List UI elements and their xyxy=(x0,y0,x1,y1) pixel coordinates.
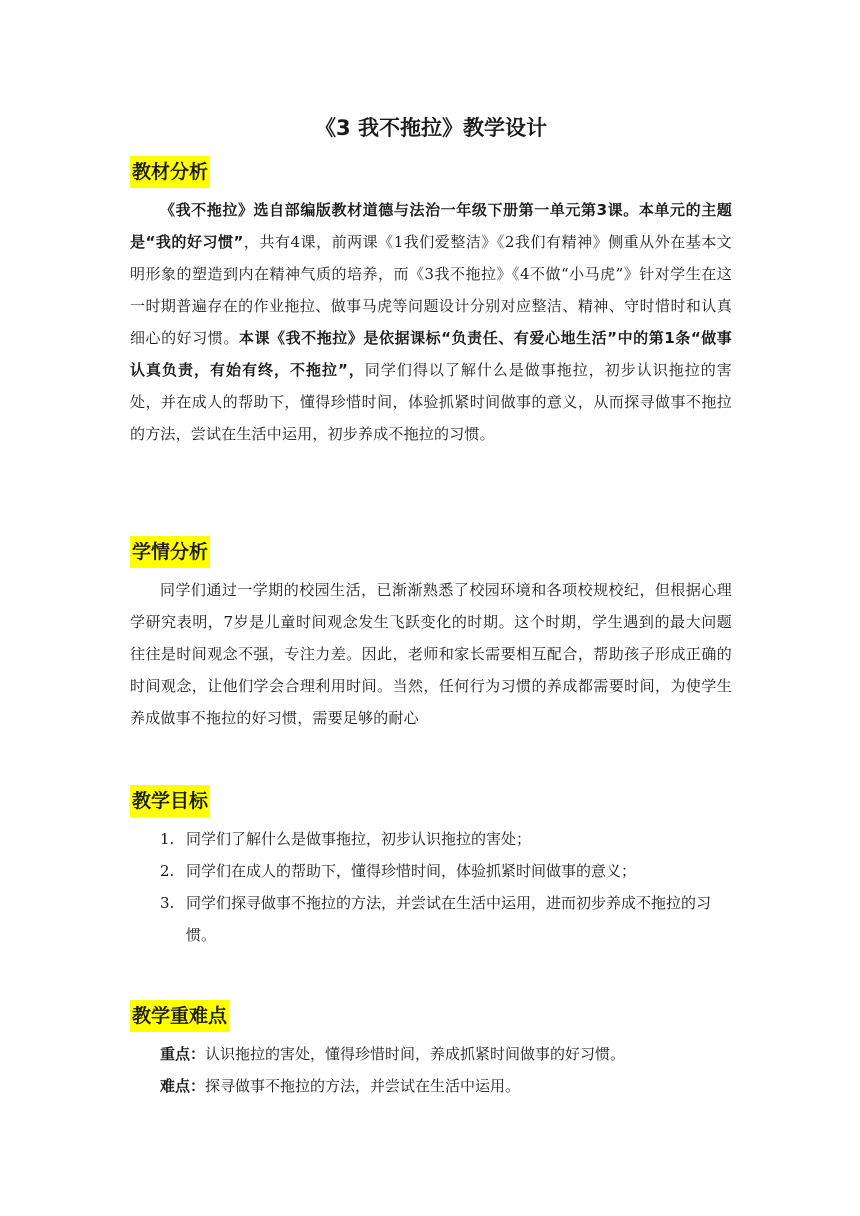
key-point xyxy=(130,1038,732,1070)
list-item xyxy=(130,855,732,887)
list-number: 1. xyxy=(160,830,175,848)
bold-text: 《我不拖拉》选自部编版教材道德与法治一年级下册第一单元第3课。本单元的主题是“我的好习惯” xyxy=(130,201,732,251)
list-number: 3. xyxy=(160,894,175,912)
list-item xyxy=(130,887,732,951)
list-text: 同学们了解什么是做事拖拉，初步认识拖拉的害处； xyxy=(186,830,532,848)
body-text: ，共有4课，前两课《1我们爱整洁》《2我们有精神》侧重从外在基本文明形象的塑造到内在精神气质的培养，而《3我不拖拉》《4不做“小马虎”》针对学生在这一时期普遍存在的作业拖拉、做事马虎等问题设计分别对应整洁、精神、守时惜时和认真细心的好习惯。 xyxy=(130,233,733,347)
section-student-analysis xyxy=(130,536,732,734)
section-key-points xyxy=(130,1000,732,1102)
list-text: 同学们探寻做事不拖拉的方法，并尝试在生活中运用，进而初步养成不拖拉的习惯。 xyxy=(186,894,712,944)
body-text: 同学们得以了解什么是做事拖拉，初步认识拖拉的害处，并在成人的帮助下，懂得珍惜时间，体验抓紧时间做事的意义，从而探寻做事不拖拉的方法，尝试在生活中运用，初步养成不拖拉的习惯。 xyxy=(130,361,732,443)
key-point-text: 认识拖拉的害处，懂得珍惜时间，养成抓紧时间做事的好习惯。 xyxy=(205,1045,626,1063)
bold-text: 本课《我不拖拉》是依据课标“负责任、有爱心地生活”中的第1条“做事认真负责，有始有终，不拖拉”， xyxy=(130,329,732,379)
section-heading: 教材分析 xyxy=(130,156,210,188)
difficult-point xyxy=(130,1070,732,1102)
paragraph xyxy=(130,194,732,450)
paragraph: 同学们通过一学期的校园生活，已渐渐熟悉了校园环境和各项校规校纪，但根据心理学研究表明，7岁是儿童时间观念发生飞跃变化的时期。这个时期，学生遇到的最大问题往往是时间观念不强，专注力差。因此，老师和家长需要相互配合，帮助孩子形成正确的时间观念，让他们学会合理利用时间。当然，任何行为习惯的养成都需要时间，为使学生养成做事不拖拉的好习惯，需要足够的耐心 xyxy=(130,581,732,727)
document-title: 《3 我不拖拉》教学设计 xyxy=(315,116,547,140)
difficult-point-text: 探寻做事不拖拉的方法，并尝试在生活中运用。 xyxy=(205,1077,521,1095)
difficult-point-label: 难点： xyxy=(160,1077,206,1095)
list-item xyxy=(130,823,732,855)
list-text: 同学们在成人的帮助下，懂得珍惜时间，体验抓紧时间做事的意义； xyxy=(186,862,637,880)
section-heading: 教学目标 xyxy=(130,785,210,817)
section-teaching-goals xyxy=(130,785,732,951)
section-heading: 教学重难点 xyxy=(130,1000,229,1032)
section-textbook-analysis xyxy=(130,156,732,450)
key-point-label: 重点： xyxy=(160,1045,206,1063)
section-heading: 学情分析 xyxy=(130,536,210,568)
list-number: 2. xyxy=(160,862,175,880)
goals-list xyxy=(130,823,732,951)
